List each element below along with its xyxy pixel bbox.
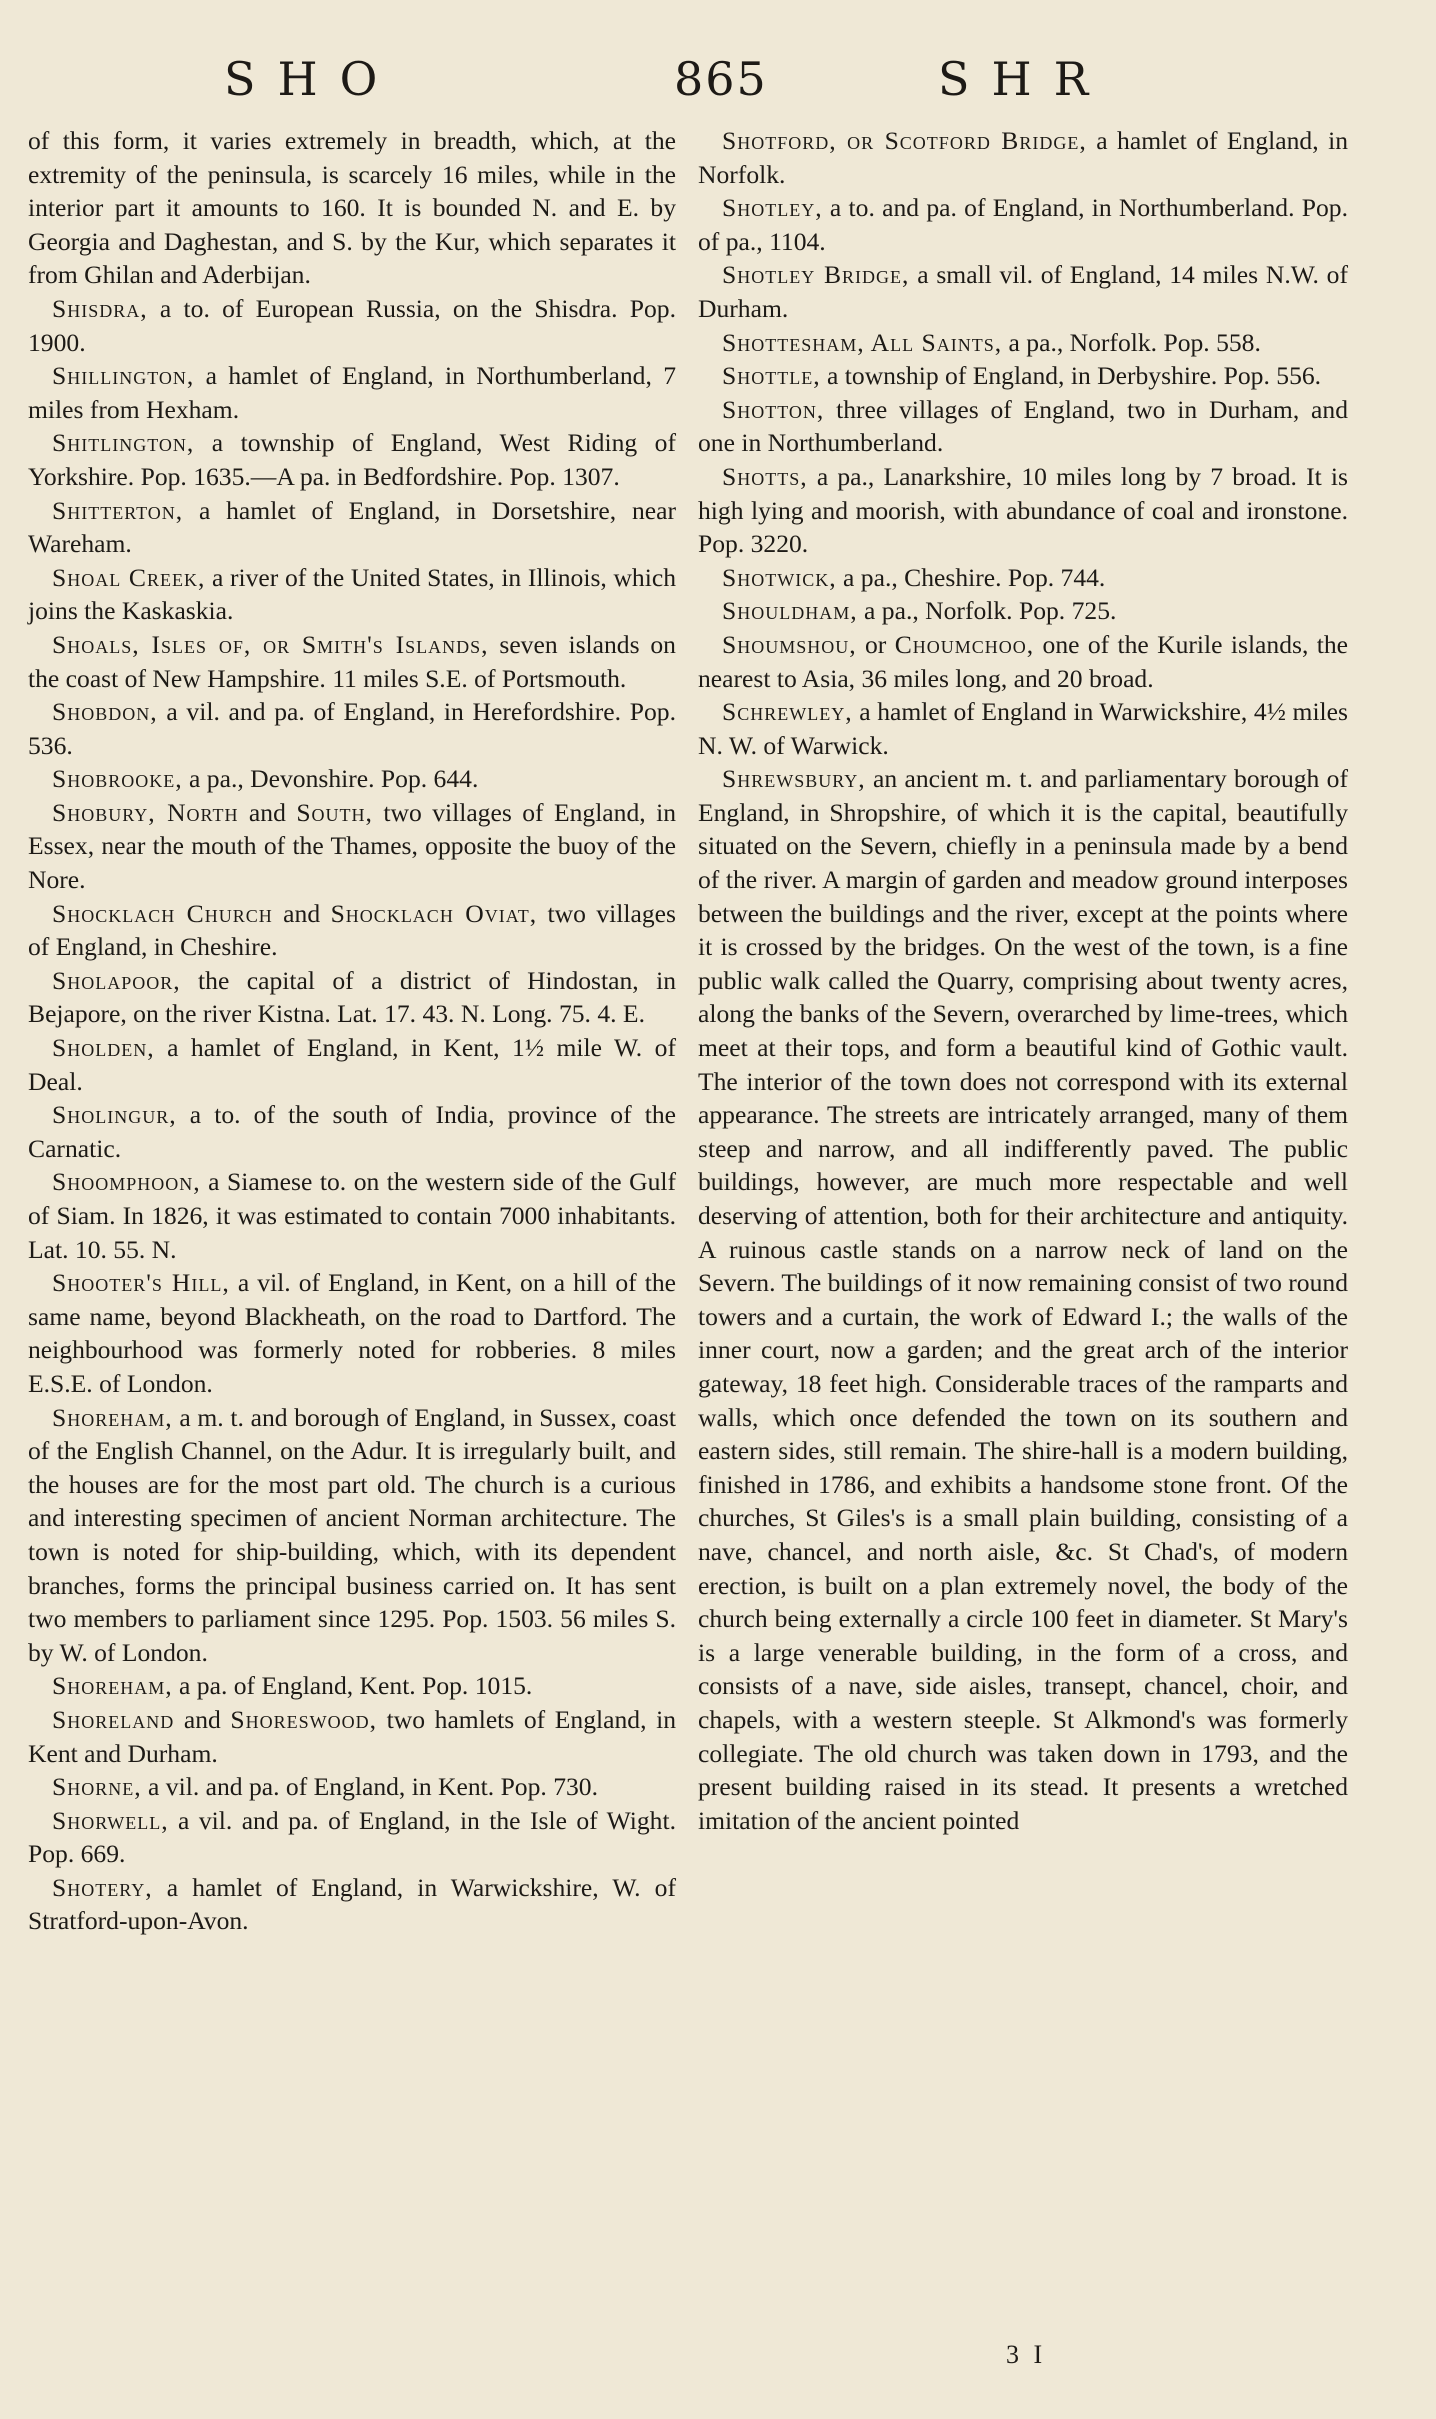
- gazetteer-entry: [28, 1165, 676, 1266]
- entry-text: and: [272, 898, 331, 928]
- entry-text: two villages of England, in Cheshire.: [28, 898, 676, 962]
- headword: Shottle,: [722, 361, 821, 391]
- headword: Shotton,: [722, 394, 825, 424]
- gazetteer-entry: [698, 460, 1348, 561]
- gazetteer-entry: [698, 124, 1348, 191]
- gazetteer-entry: [28, 494, 676, 561]
- entry-text: an ancient m. t. and parliamentary borough of England, in Shropshire, of which it is the capital, beautifully situated on the Severn, chiefly in a peninsula made by a bend of the river. A margin of garden and meadow ground interposes between the buildings and the river, except at the points where it is crossed by the bridges. On the west of the town, is a fine public walk called the Quarry, comprising about twenty acres, along the banks of the Severn, overarched by lime-trees, which meet at their tops, and form a beautiful kind of Gothic vault. The interior of the town does not correspond with its external appearance. The streets are intricately arranged, many of them steep and narrow, and all indifferently paved. The public buildings, however, are much more respectable and well deserving of attention, both for their architecture and antiquity. A ruinous castle stands on a narrow neck of land on the Severn. The buildings of it now remaining consist of two round towers and a curtain, the work of Edward I.; the walls of the inner court, now a garden; and the great arch of the interior gateway, 18 feet high. Considerable traces of the ramparts and walls, which once defended the town on its southern and eastern sides, still remain. The shire-hall is a modern building, finished in 1786, and exhibits a handsome stone front. Of the churches, St Giles's is a small plain building, consisting of a nave, chancel, and north aisle, &c. St Chad's, of modern erection, is built on a plan extremely novel, the body of the church being externally a circle 100 feet in diameter. St Mary's is a large venerable building, in the form of a cross, and consists of a nave, side aisles, transept, chancel, choir, and chapels, with a western steeple. St Alkmond's was formerly collegiate. The old church was taken down in 1793, and the present building raised in its stead. It presents a wretched imitation of the ancient pointed: [698, 764, 1348, 1835]
- entry-text: a to. and pa. of England, in Northumberland. Pop. of pa., 1104.: [698, 193, 1348, 256]
- entry-text: three villages of England, two in Durham, and one in Northumberland.: [698, 394, 1348, 458]
- gazetteer-entry: [28, 897, 676, 964]
- gazetteer-entry: [28, 124, 676, 292]
- headword: Shottesham, All Saints,: [722, 327, 1003, 357]
- headword: Shitlington,: [52, 428, 195, 458]
- headword: Shitterton,: [52, 495, 184, 525]
- entry-text: a to. of European Russia, on the Shisdra. Pop. 1900.: [28, 293, 676, 357]
- entry-text: a pa. of England, Kent. Pop. 1015.: [172, 1671, 533, 1701]
- entry-text: a vil. and pa. of England, in Kent. Pop. 730.: [141, 1772, 598, 1802]
- headword: Shorwell,: [52, 1805, 169, 1835]
- headword: Shooter's Hill,: [52, 1268, 230, 1298]
- headword: Shotley,: [722, 193, 823, 223]
- gazetteer-entry: [28, 1871, 676, 1938]
- gazetteer-entry: [28, 762, 676, 796]
- headword: Shotford, or Scotford Bridge,: [722, 126, 1087, 155]
- headword: Shoumshou,: [722, 629, 857, 659]
- gazetteer-entry: [698, 762, 1348, 1837]
- entry-text: a vil. and pa. of England, in the Isle of Wight. Pop. 669.: [28, 1805, 676, 1869]
- gazetteer-entry: [28, 1031, 676, 1098]
- gazetteer-entry: [698, 594, 1348, 628]
- left-column: [28, 124, 676, 1938]
- headword: Shoal Creek,: [52, 562, 206, 592]
- entry-text: a hamlet of England, in Northumberland, 7 miles from Hexham.: [28, 361, 676, 424]
- entry-text: a hamlet of England, in Kent, 1½ mile W. of Deal.: [28, 1033, 676, 1096]
- gazetteer-entry: [698, 191, 1348, 258]
- entry-text: a pa., Norfolk. Pop. 725.: [857, 596, 1117, 626]
- headword: Schrewley,: [722, 697, 853, 727]
- entry-text: and: [174, 1704, 231, 1734]
- gazetteer-entry: [28, 796, 676, 897]
- headword: Sholapoor,: [52, 965, 181, 995]
- entry-text: a small vil. of England, 14 miles N.W. of Durham.: [698, 260, 1348, 323]
- gazetteer-entry: [698, 359, 1348, 393]
- right-column: [698, 124, 1348, 1837]
- running-header: [28, 52, 1408, 112]
- entry-text: of this form, it varies extremely in breadth, which, at the extremity of the peninsula, is scarcely 16 miles, while in the interior part it amounts to 160. It is bounded N. and E. by Georgia and Daghestan, and S. by the Kur, which separates it from Ghilan and Aderbijan.: [28, 126, 676, 290]
- entry-text: seven islands on the coast of New Hampshire. 11 miles S.E. of Portsmouth.: [28, 629, 676, 693]
- gazetteer-entry: [698, 561, 1348, 595]
- header-right-guide: SHR: [938, 52, 1111, 106]
- gazetteer-entry: [28, 1804, 676, 1871]
- gazetteer-entry: [698, 326, 1348, 360]
- headword: Shoreswood,: [230, 1704, 378, 1734]
- entry-text: and: [238, 797, 297, 827]
- headword: Shoreham,: [52, 1402, 173, 1432]
- entry-text: a Siamese to. on the western side of the Gulf of Siam. In 1826, it was estimated to contain 7000 inhabitants. Lat. 10. 55. N.: [28, 1167, 676, 1264]
- gazetteer-entry: [698, 695, 1348, 762]
- gazetteer-entry: [28, 695, 676, 762]
- entry-text: a pa., Devonshire. Pop. 644.: [182, 764, 479, 794]
- entry-text: a pa., Cheshire. Pop. 744.: [836, 562, 1106, 592]
- entry-text: a pa., Norfolk. Pop. 558.: [1002, 327, 1261, 357]
- headword: Shotts,: [722, 461, 808, 491]
- gazetteer-entry: [698, 393, 1348, 460]
- page-number: 865: [674, 52, 768, 106]
- headword: Shrewsbury,: [722, 764, 866, 794]
- gazetteer-entry: [28, 964, 676, 1031]
- headword: Shoreland: [52, 1704, 175, 1734]
- entry-text: two hamlets of England, in Kent and Durham.: [28, 1704, 676, 1768]
- headword: Shobury, North: [52, 797, 239, 827]
- headword: Shoomphoon,: [52, 1167, 201, 1197]
- entry-text: a hamlet of England in Warwickshire, 4½ miles N. W. of Warwick.: [698, 697, 1348, 760]
- headword: Shotery,: [52, 1872, 153, 1902]
- gazetteer-entry: [28, 1669, 676, 1703]
- headword: Shouldham,: [722, 596, 858, 626]
- gazetteer-entry: [28, 1703, 676, 1770]
- headword: Shoreham,: [52, 1671, 173, 1701]
- gazetteer-entry: [28, 359, 676, 426]
- entry-text: the capital of a district of Hindostan, in Bejapore, on the river Kistna. Lat. 17. 43. N. Long. 75. 4. E.: [28, 965, 676, 1029]
- headword: Shocklach Oviat,: [330, 898, 538, 928]
- gazetteer-entry: [28, 426, 676, 493]
- entry-text: a pa., Lanarkshire, 10 miles long by 7 broad. It is high lying and moorish, with abundance of coal and ironstone. Pop. 3220.: [698, 461, 1348, 559]
- headword: Shobrooke,: [52, 764, 183, 794]
- gazetteer-entry: [28, 292, 676, 359]
- headword: Shotley Bridge,: [722, 260, 910, 290]
- headword: South,: [296, 797, 373, 827]
- entry-text: a township of England, in Derbyshire. Pop. 556.: [820, 361, 1322, 391]
- gazetteer-entry: [28, 628, 676, 695]
- headword: Shotwick,: [722, 562, 837, 592]
- gazetteer-entry: [698, 628, 1348, 695]
- headword: Shoals, Isles of, or Smith's Islands,: [52, 629, 489, 659]
- entry-text: two villages of England, in Essex, near the mouth of the Thames, opposite the buoy of the Nore.: [28, 797, 676, 895]
- entry-text: a vil. of England, in Kent, on a hill of the same name, beyond Blackheath, on the road to Dartford. The neighbourhood was formerly noted for robberies. 8 miles E.S.E. of London.: [28, 1268, 676, 1398]
- signature-mark: 3 I: [1006, 2340, 1047, 2369]
- gazetteer-entry: [698, 258, 1348, 325]
- gazetteer-entry: [28, 1401, 676, 1670]
- gazetteer-entry: [28, 1098, 676, 1165]
- headword: Shisdra,: [52, 293, 148, 323]
- header-left-guide: SHO: [224, 52, 400, 106]
- entry-text: or: [856, 629, 895, 659]
- gazetteer-entry: [28, 561, 676, 628]
- headword: Shobdon,: [52, 697, 158, 727]
- entry-text: one of the Kurile islands, the nearest to Asia, 36 miles long, and 20 broad.: [698, 629, 1348, 693]
- gazetteer-entry: [28, 1770, 676, 1804]
- entry-text: a vil. and pa. of England, in Herefordshire. Pop. 536.: [28, 697, 676, 760]
- headword: Shorne,: [52, 1772, 142, 1802]
- entry-text: a river of the United States, in Illinois, which joins the Kaskaskia.: [28, 562, 676, 626]
- headword: Sholingur,: [52, 1100, 177, 1130]
- entry-text: a hamlet of England, in Dorsetshire, near Wareham.: [28, 495, 676, 559]
- entry-text: a m. t. and borough of England, in Sussex, coast of the English Channel, on the Adur. It is irregularly built, and the houses are for the most part old. The church is a curious and interesting specimen of ancient Norman architecture. The town is noted for ship-building, which, with its dependent branches, forms the principal business carried on. It has sent two members to parliament since 1295. Pop. 1503. 56 miles S. by W. of London.: [28, 1402, 676, 1667]
- headword: Shocklach Church: [52, 898, 273, 928]
- headword: Choumchoo,: [894, 629, 1035, 659]
- gazetteer-entry: [28, 1266, 676, 1400]
- entry-text: a to. of the south of India, province of the Carnatic.: [28, 1100, 676, 1163]
- entry-text: a township of England, West Riding of Yorkshire. Pop. 1635.—A pa. in Bedfordshire. Pop. 1307.: [28, 428, 676, 491]
- entry-text: a hamlet of England, in Norfolk.: [698, 126, 1348, 189]
- headword: Sholden,: [52, 1033, 155, 1063]
- headword: Shillington,: [52, 361, 195, 391]
- entry-text: a hamlet of England, in Warwickshire, W. of Stratford-upon-Avon.: [28, 1872, 676, 1936]
